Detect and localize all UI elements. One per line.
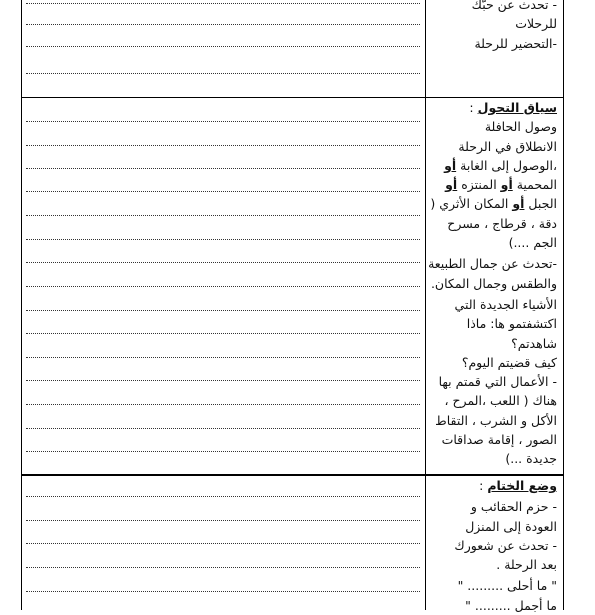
writing-line xyxy=(26,428,420,429)
text-line xyxy=(425,156,557,175)
writing-line xyxy=(26,121,420,122)
text-line: اكتشفتمو ها: ماذا شاهدتم؟ xyxy=(466,316,557,351)
writing-line xyxy=(26,215,420,216)
text-line: الأشياء الجديدة التي xyxy=(454,296,557,312)
text-line: دقة ، قرطاج ، مسرح xyxy=(447,215,557,231)
writing-line xyxy=(26,24,420,25)
text-line: هناك ( اللعب ،المرح ، xyxy=(444,393,557,409)
or-word: أو xyxy=(444,157,457,173)
writing-line xyxy=(26,262,420,263)
text-fragment: الجبل xyxy=(524,196,557,212)
writing-line xyxy=(26,357,420,358)
writing-line xyxy=(26,286,420,287)
text-line: الانطلاق في الرحلة xyxy=(458,138,557,154)
writing-line xyxy=(26,145,420,146)
writing-line xyxy=(26,380,420,381)
writing-line xyxy=(26,333,420,334)
writing-line xyxy=(26,46,420,47)
table-right-border xyxy=(563,0,564,610)
text-line: بعد الرحلة . xyxy=(496,557,557,573)
heading-colon: : xyxy=(469,100,478,115)
writing-line xyxy=(26,567,420,568)
writing-line xyxy=(26,3,420,4)
text-fragment: المحمية xyxy=(512,177,557,193)
or-word: أو xyxy=(500,177,513,193)
writing-line xyxy=(26,520,420,521)
section-2-text xyxy=(425,98,557,469)
section-1-text xyxy=(425,0,557,53)
writing-line xyxy=(26,543,420,544)
table-left-border xyxy=(21,0,22,610)
section-3-text xyxy=(425,476,557,615)
heading-colon: : xyxy=(479,478,488,493)
text-line: جديدة ...) xyxy=(505,451,557,467)
text-line: -التحضير للرحلة xyxy=(474,35,557,51)
section-heading: سياق التحول xyxy=(477,100,557,115)
text-line: العودة إلى المنزل xyxy=(465,518,557,534)
text-line: - تحدث عن حبّك xyxy=(471,0,557,12)
text-line: ما أجمل ......... " xyxy=(465,597,557,613)
text-line: - حزم الحقائب و xyxy=(470,499,557,515)
text-fragment: المنتزه xyxy=(457,177,501,193)
text-fragment: ،الوصول إلى الغابة xyxy=(456,157,557,173)
section-heading-line xyxy=(425,476,557,495)
text-line xyxy=(425,175,557,194)
writing-line xyxy=(26,591,420,592)
writing-line xyxy=(26,310,420,311)
writing-line xyxy=(26,73,420,74)
text-line: - تحدث عن شعورك xyxy=(454,537,557,553)
section-heading-line xyxy=(425,98,557,117)
writing-line xyxy=(26,496,420,497)
text-line: كيف قضيتم اليوم؟ xyxy=(461,354,557,370)
section-heading: وضع الختام xyxy=(487,478,557,493)
text-line xyxy=(425,194,557,213)
text-line: وصول الحافلة xyxy=(484,119,557,135)
or-word: أو xyxy=(512,196,525,212)
writing-line xyxy=(26,239,420,240)
text-line: الجم ....) xyxy=(508,235,557,251)
text-line: والطقس وجمال المكان. xyxy=(430,275,557,291)
text-fragment: المكان الأثري ( xyxy=(430,196,513,212)
writing-line xyxy=(26,451,420,452)
writing-line xyxy=(26,404,420,405)
text-line: الصور ، إقامة صداقات xyxy=(441,432,557,448)
writing-line xyxy=(26,191,420,192)
text-line: - الأعمال التي قمتم بها xyxy=(438,374,557,390)
text-line: الأكل و الشرب ، التقاط xyxy=(435,412,557,428)
text-line: " ما أحلى ......... " xyxy=(457,578,557,594)
text-line: للرحلات xyxy=(515,16,557,32)
or-word: أو xyxy=(445,177,458,193)
writing-line xyxy=(26,168,420,169)
text-line: -تحدث عن جمال الطبيعة xyxy=(428,256,557,272)
